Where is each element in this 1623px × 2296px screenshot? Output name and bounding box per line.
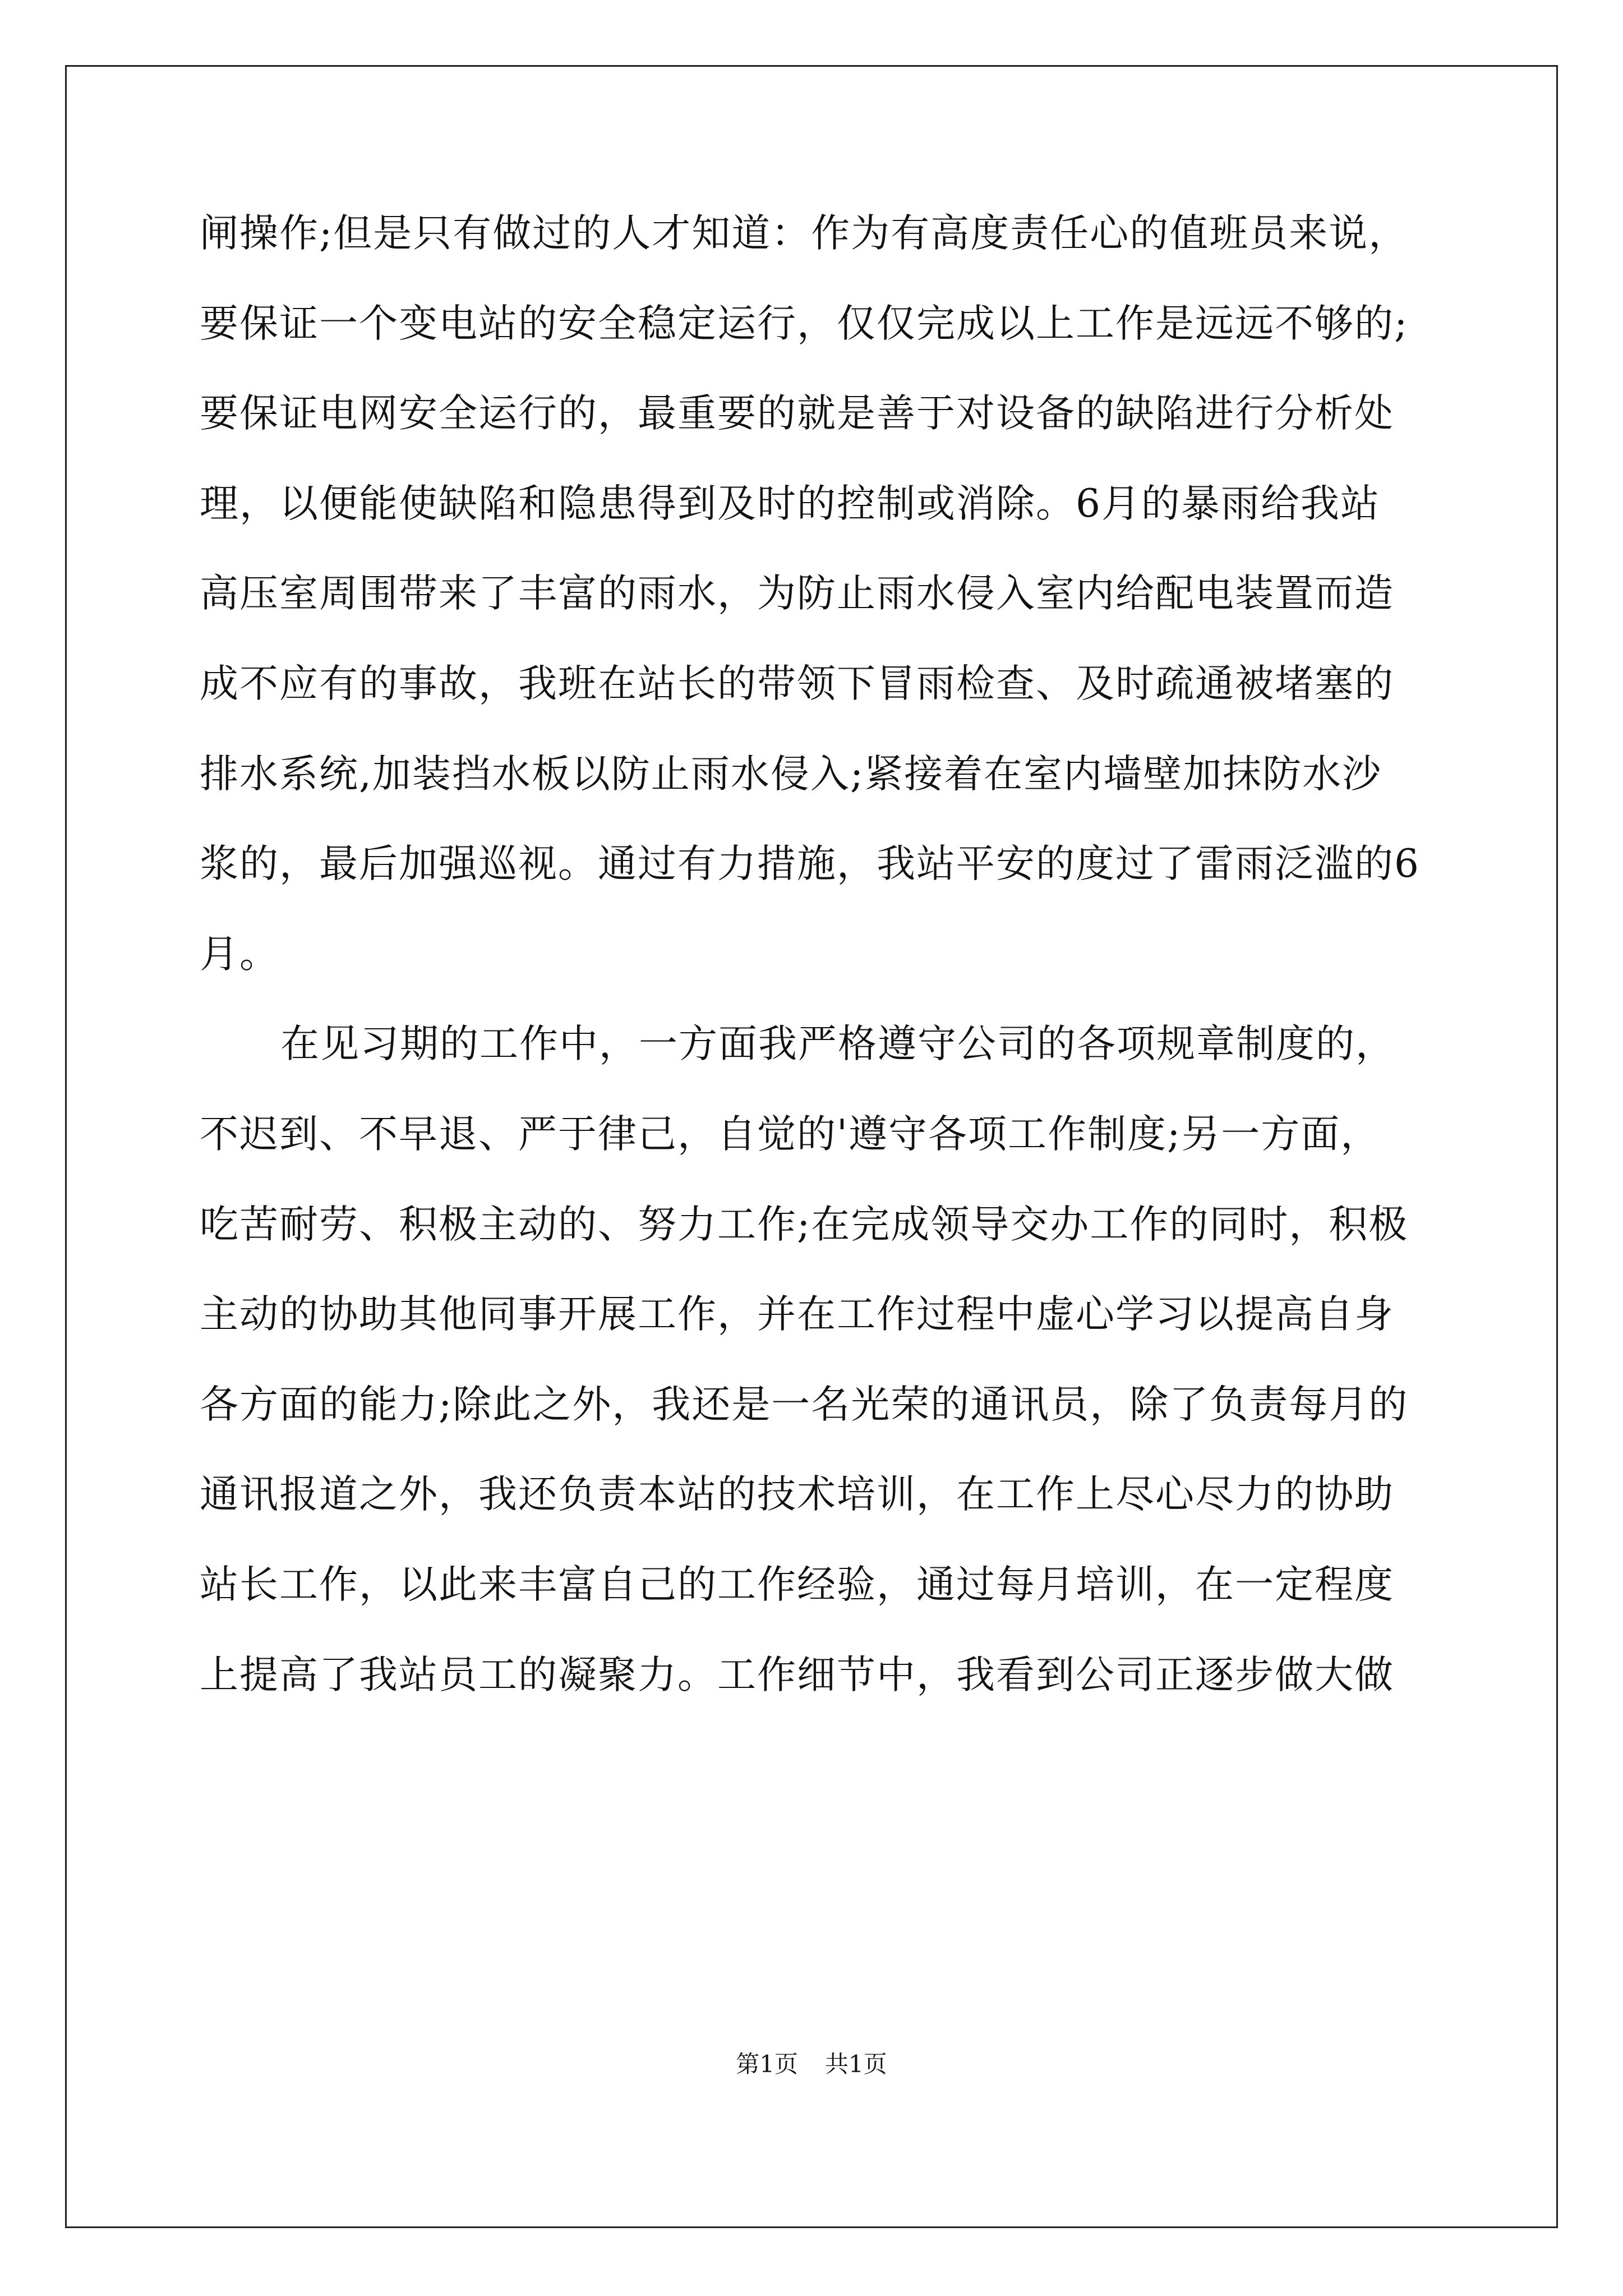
page-number: 第1页 [736, 2050, 798, 2078]
paragraph-line: 主动的协助其他同事开展工作，并在工作过程中虚心学习以提高自身 [200, 1292, 1394, 1337]
paragraph-line: 排水系统,加装挡水板以防止雨水侵入;紧接着在室内墙壁加抹防水沙 [200, 752, 1382, 797]
paragraph-line: 理，以便能使缺陷和隐患得到及时的控制或消除。6月的暴雨给我站 [200, 481, 1380, 526]
paragraph-line: 站长工作，以此来丰富自己的工作经验，通过每月培训，在一定程度 [200, 1562, 1394, 1607]
page-total: 共1页 [825, 2050, 887, 2078]
paragraph-line: 要保证一个变电站的安全稳定运行，仅仅完成以上工作是远远不够的; [200, 301, 1409, 346]
paragraph-line: 各方面的能力;除此之外，我还是一名光荣的通讯员，除了负责每月的 [200, 1382, 1409, 1427]
paragraph-line: 闸操作;但是只有做过的人才知道：作为有高度责任心的值班员来说， [200, 211, 1409, 256]
paragraph-line: 上提高了我站员工的凝聚力。工作细节中，我看到公司正逐步做大做 [200, 1653, 1394, 1697]
page-footer [0, 2047, 1623, 2081]
paragraph-line: 成不应有的事故，我班在站长的带领下冒雨检查、及时疏通被堵塞的 [200, 661, 1394, 706]
paragraph-line: 要保证电网安全运行的，最重要的就是善于对设备的缺陷进行分析处 [200, 391, 1394, 436]
paragraph-line: 吃苦耐劳、积极主动的、努力工作;在完成领导交办工作的同时，积极 [200, 1202, 1409, 1247]
paragraph-line: 高压室周围带来了丰富的雨水，为防止雨水侵入室内给配电装置而造 [200, 571, 1394, 616]
paragraph-line: 不迟到、不早退、严于律己，自觉的'遵守各项工作制度;另一方面， [200, 1112, 1381, 1157]
paragraph-line: 浆的，最后加强巡视。通过有力措施，我站平安的度过了雷雨泛滥的6 [200, 841, 1420, 886]
paragraph-line: 月。 [200, 932, 279, 977]
paragraph-first-line: 在见习期的工作中，一方面我严格遵守公司的各项规章制度的， [280, 1022, 1395, 1066]
paragraph-line: 通讯报道之外，我还负责本站的技术培训，在工作上尽心尽力的协助 [200, 1472, 1394, 1517]
